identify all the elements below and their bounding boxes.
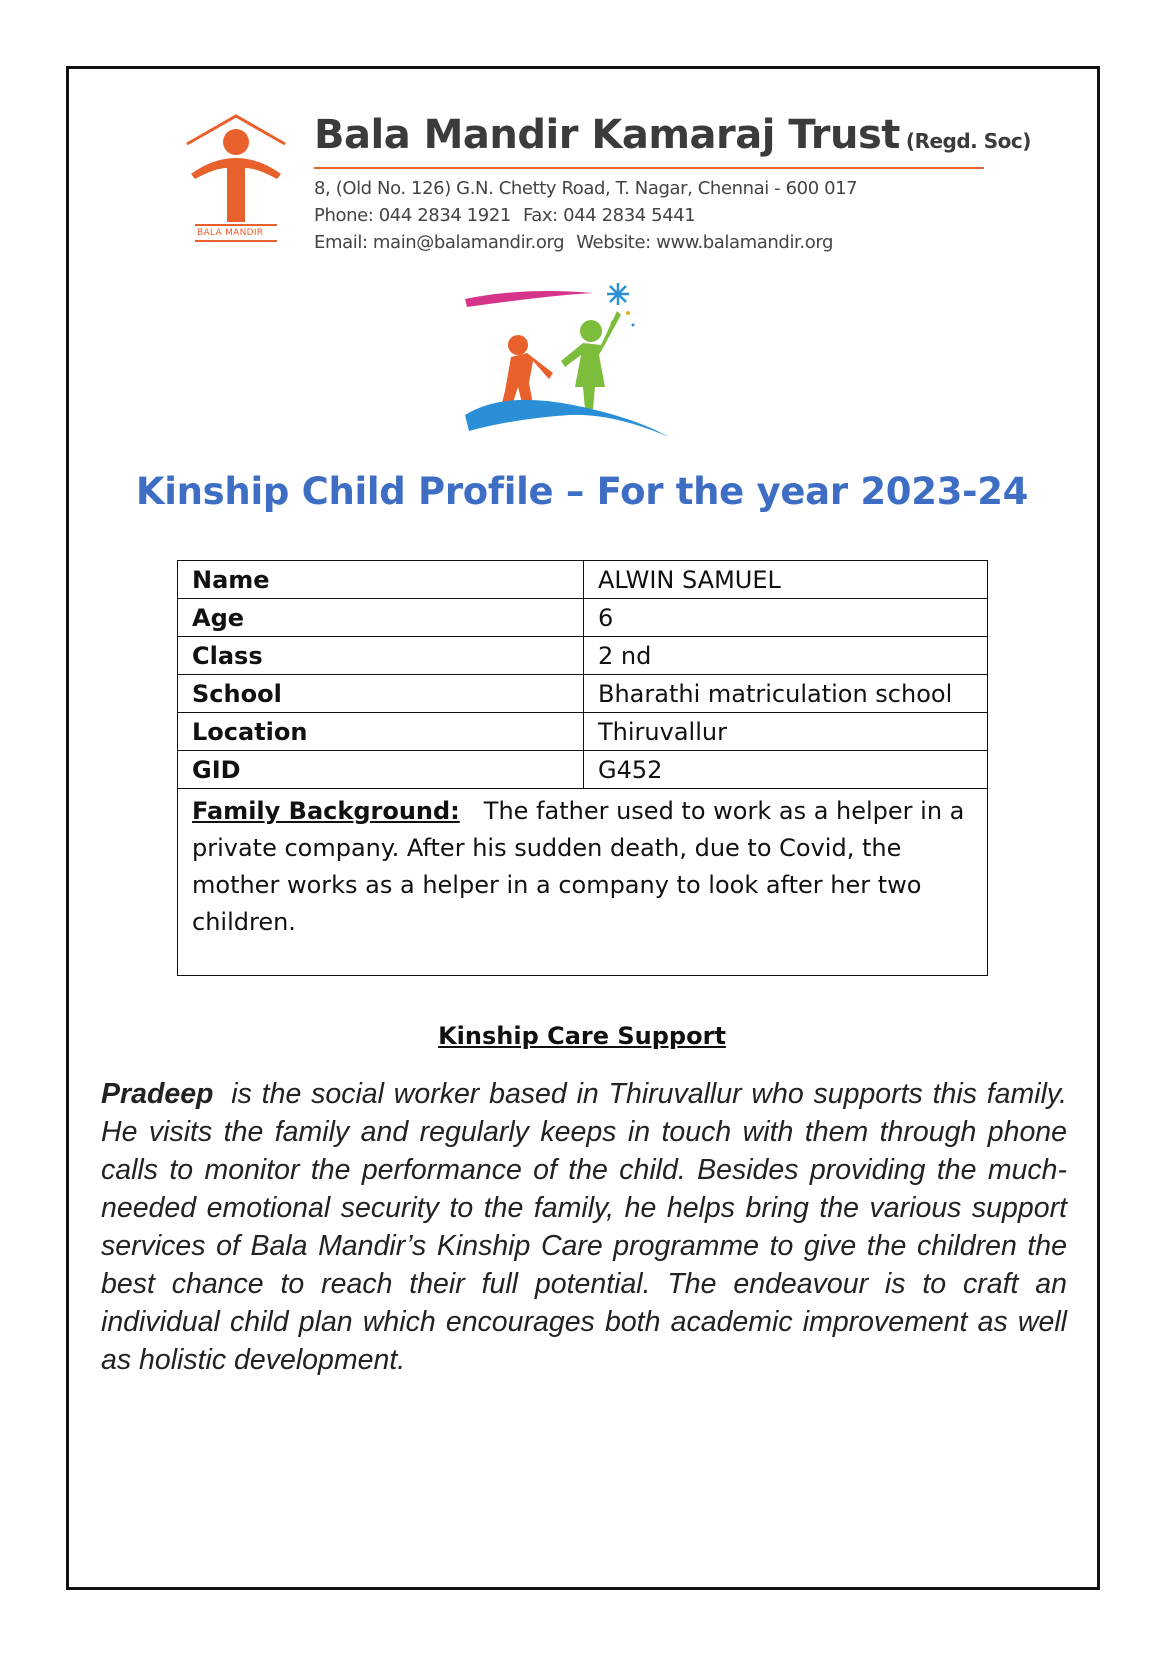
org-contact-web [314, 232, 833, 253]
organization-name [314, 112, 1031, 158]
support-heading: Kinship Care Support [438, 1022, 726, 1050]
row-label: Name [178, 561, 584, 599]
row-label: Location [178, 713, 584, 751]
row-value: 2 nd [584, 637, 988, 675]
support-paragraph [101, 1075, 1067, 1379]
letterhead-rule [314, 167, 984, 169]
logo-caption: BALA MANDIR [197, 228, 264, 238]
support-description: is the social worker based in Thiruvallur who supports this family. He visits the family and regularly keeps in touch with them through phone calls to monitor the performance of the child. Besides providing the much-needed emotional security to the family, he helps bring the various support services of Bala Mandir’s Kinship Care programme to give the children the best chance to reach their full potential. The endeavour is to craft an individual child plan which encourages both academic improvement as well as holistic development. [101, 1078, 1067, 1376]
row-value: ALWIN SAMUEL [584, 561, 988, 599]
family-background-label: Family Background: [192, 797, 460, 825]
row-label: School [178, 675, 584, 713]
email-link[interactable]: Email: main@balamandir.org [314, 232, 565, 253]
table-row [178, 561, 988, 599]
row-label: Class [178, 637, 584, 675]
org-contact-phone [314, 205, 695, 226]
table-row [178, 599, 988, 637]
table-row [178, 751, 988, 789]
website-link[interactable]: Website: www.balamandir.org [576, 232, 834, 253]
letterhead [183, 112, 1031, 262]
row-label: Age [178, 599, 584, 637]
row-value: Bharathi matriculation school [584, 675, 988, 713]
child-profile-table [177, 560, 988, 976]
table-row [178, 713, 988, 751]
table-row [178, 675, 988, 713]
row-value: G452 [584, 751, 988, 789]
row-label: GID [178, 751, 584, 789]
family-background-cell [178, 789, 988, 976]
profile-title: Kinship Child Profile – For the year 2023-24 [135, 470, 1029, 513]
family-background-row [178, 789, 988, 976]
table-row [178, 637, 988, 675]
family-background-text: The father used to work as a helper in a private company. After his sudden death, due to Covid, the mother works as a helper in a company to look after her two children. [192, 797, 965, 936]
kinship-children-logo-icon [463, 283, 678, 448]
org-address: 8, (Old No. 126) G.N. Chetty Road, T. Nagar, Chennai - 600 017 [314, 178, 858, 199]
org-registration: (Regd. Soc) [905, 129, 1031, 153]
social-worker-name: Pradeep [101, 1078, 214, 1110]
phone-number: Phone: 044 2834 1921 [314, 205, 511, 226]
row-value: 6 [584, 599, 988, 637]
org-name-text: Bala Mandir Kamaraj Trust [314, 112, 900, 158]
row-value: Thiruvallur [584, 713, 988, 751]
fax-number: Fax: 044 2834 5441 [522, 205, 696, 226]
